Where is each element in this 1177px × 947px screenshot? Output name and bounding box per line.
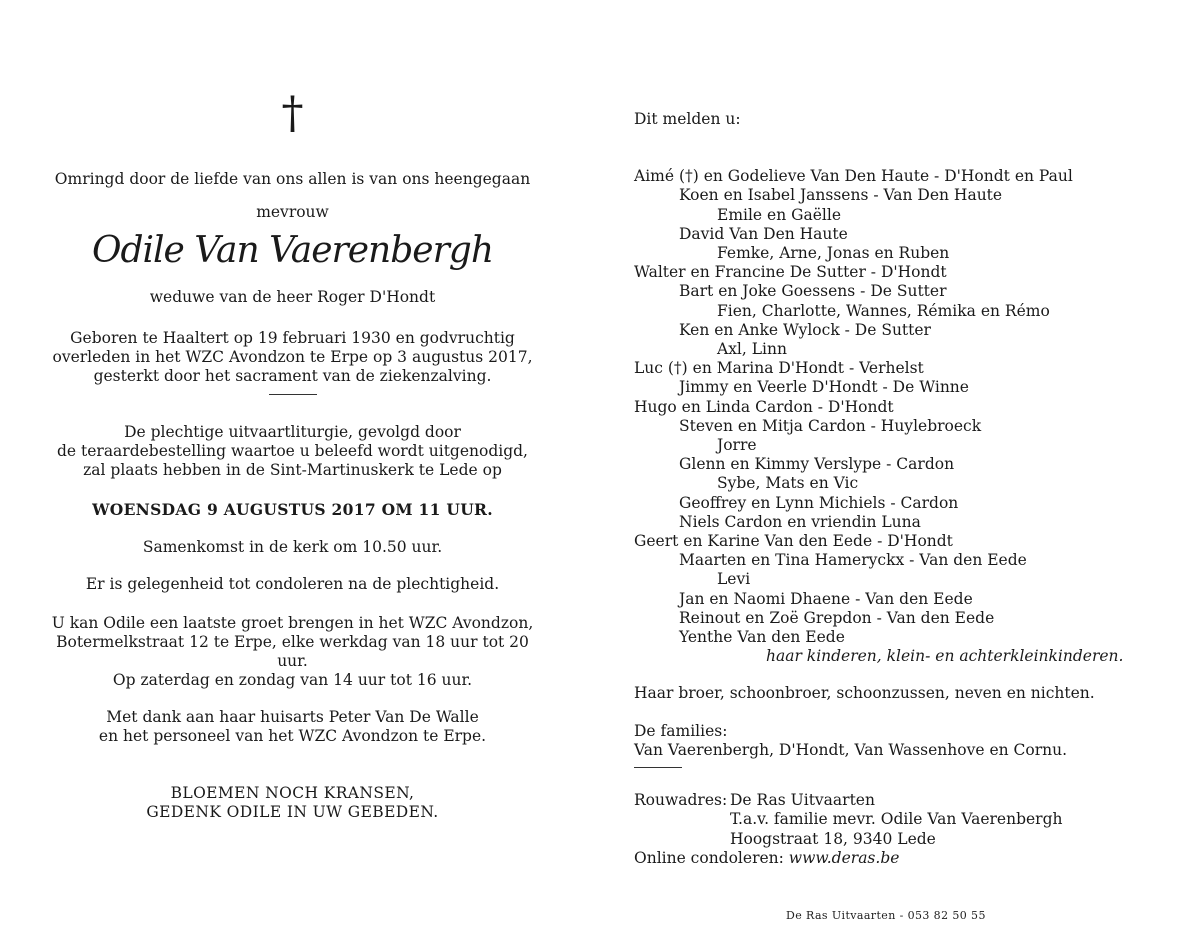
family-member-line: Fien, Charlotte, Wannes, Rémika en Rémo	[717, 301, 1050, 320]
birth-line: gesterkt door het sacrament van de ziekenzalving.	[93, 367, 492, 385]
thanks-line: en het personeel van het WZC Avondzon te Erpe.	[98, 727, 487, 745]
family-member-line: Jorre	[717, 436, 757, 455]
liturgy-line: zal plaats hebben in de Sint-Martinuskerk te Lede op	[83, 461, 502, 479]
family-member-line: Jan en Naomi Dhaene - Van den Eede	[679, 589, 973, 608]
intro-text: Omringd door de liefde van ons allen is van ons heengegaan	[54, 170, 531, 188]
widow-text: weduwe van de heer Roger D'Hondt	[149, 288, 436, 306]
address-line: De Ras Uitvaarten	[730, 791, 875, 810]
family-member-line: Niels Cardon en vriendin Luna	[679, 512, 921, 531]
families-label: De families:	[634, 721, 728, 740]
address-row	[634, 791, 1154, 810]
family-member-line: Jimmy en Veerle D'Hondt - De Winne	[679, 378, 969, 397]
family-member-line: Luc (†) en Marina D'Hondt - Verhelst	[634, 359, 924, 378]
flowers-line: BLOEMEN NOCH KRANSEN,	[170, 784, 415, 802]
family-member-line: Walter en Francine De Sutter - D'Hondt	[634, 263, 947, 282]
liturgy-line: De plechtige uitvaartliturgie, gevolgd door	[124, 423, 461, 441]
families-text: Van Vaerenbergh, D'Hondt, Van Wassenhove en Cornu.	[634, 740, 1068, 759]
address-line: Hoogstraat 18, 9340 Lede	[730, 829, 936, 848]
left-panel	[40, 88, 545, 822]
thanks-line: Met dank aan haar huisarts Peter Van De Walle	[106, 708, 479, 726]
family-member-line: Levi	[717, 570, 751, 589]
family-member-line: Steven en Mitja Cardon - Huylebroeck	[679, 416, 982, 435]
title-text: mevrouw	[256, 203, 329, 221]
flowers-block	[40, 784, 545, 822]
thanks-block	[40, 708, 545, 746]
visit-line: Botermelkstraat 12 te Erpe, elke werkdag van 18 uur tot 20 uur.	[56, 633, 529, 670]
family-member-line: Axl, Linn	[717, 340, 787, 359]
flowers-line: GEDENK ODILE IN UW GEBEDEN.	[146, 803, 439, 821]
family-member-line: Koen en Isabel Janssens - Van Den Haute	[679, 186, 1003, 205]
divider	[634, 767, 682, 768]
family-member-line: Hugo en Linda Cardon - D'Hondt	[634, 397, 894, 416]
family-list	[634, 167, 1154, 647]
family-member-line: Maarten en Tina Hameryckx - Van den Eede	[679, 551, 1027, 570]
divider	[269, 394, 317, 395]
family-member-line: Emile en Gaëlle	[717, 205, 841, 224]
visit-block	[40, 614, 545, 690]
footer-text: De Ras Uitvaarten - 053 82 50 55	[786, 909, 986, 922]
cross-icon: †	[281, 88, 304, 139]
visit-line: U kan Odile een laatste groet brengen in het WZC Avondzon,	[51, 614, 534, 632]
family-member-line: Aimé (†) en Godelieve Van Den Haute - D'Hondt en Paul	[634, 167, 1073, 186]
family-member-line: Glenn en Kimmy Verslype - Cardon	[679, 455, 955, 474]
online-url-link[interactable]: www.deras.be	[788, 848, 900, 867]
liturgy-block	[40, 423, 545, 480]
birth-death-block	[40, 329, 545, 386]
family-member-line: Bart en Joke Goessens - De Sutter	[679, 282, 947, 301]
family-member-line: Geoffrey en Lynn Michiels - Cardon	[679, 493, 959, 512]
address-line: T.a.v. familie mevr. Odile Van Vaerenbergh	[730, 810, 1063, 829]
birth-line: overleden in het WZC Avondzon te Erpe op 3 augustus 2017,	[52, 348, 533, 366]
family-member-line: Yenthe Van den Eede	[679, 628, 845, 647]
family-member-line: Sybe, Mats en Vic	[717, 474, 859, 493]
family-member-line: David Van Den Haute	[679, 224, 848, 243]
online-condolences	[634, 849, 1154, 868]
family-summary: haar kinderen, klein- en achterkleinkinderen.	[766, 647, 1124, 666]
family-member-line: Femke, Arne, Jonas en Ruben	[717, 244, 950, 263]
siblings-text: Haar broer, schoonbroer, schoonzussen, neven en nichten.	[634, 684, 1095, 703]
right-panel	[634, 110, 1154, 868]
announcement-heading: Dit melden u:	[634, 110, 741, 128]
birth-line: Geboren te Haaltert op 19 februari 1930 en godvruchtig	[70, 329, 515, 347]
family-member-line: Geert en Karine Van den Eede - D'Hondt	[634, 532, 953, 551]
deceased-name: Odile Van Vaerenbergh	[91, 230, 494, 271]
condolences-text: Er is gelegenheid tot condoleren na de plechtigheid.	[85, 575, 500, 593]
family-member-line: Ken en Anke Wylock - De Sutter	[679, 320, 931, 339]
family-member-line: Reinout en Zoë Grepdon - Van den Eede	[679, 608, 995, 627]
funeral-date: WOENSDAG 9 AUGUSTUS 2017 OM 11 UUR.	[92, 500, 493, 519]
address-label: Rouwadres:	[634, 791, 728, 810]
liturgy-line: de teraardebestelling waartoe u beleefd wordt uitgenodigd,	[56, 442, 528, 460]
visit-line: Op zaterdag en zondag van 14 uur tot 16 uur.	[112, 671, 473, 689]
gathering-text: Samenkomst in de kerk om 10.50 uur.	[142, 538, 443, 556]
online-label: Online condoleren:	[634, 848, 784, 867]
